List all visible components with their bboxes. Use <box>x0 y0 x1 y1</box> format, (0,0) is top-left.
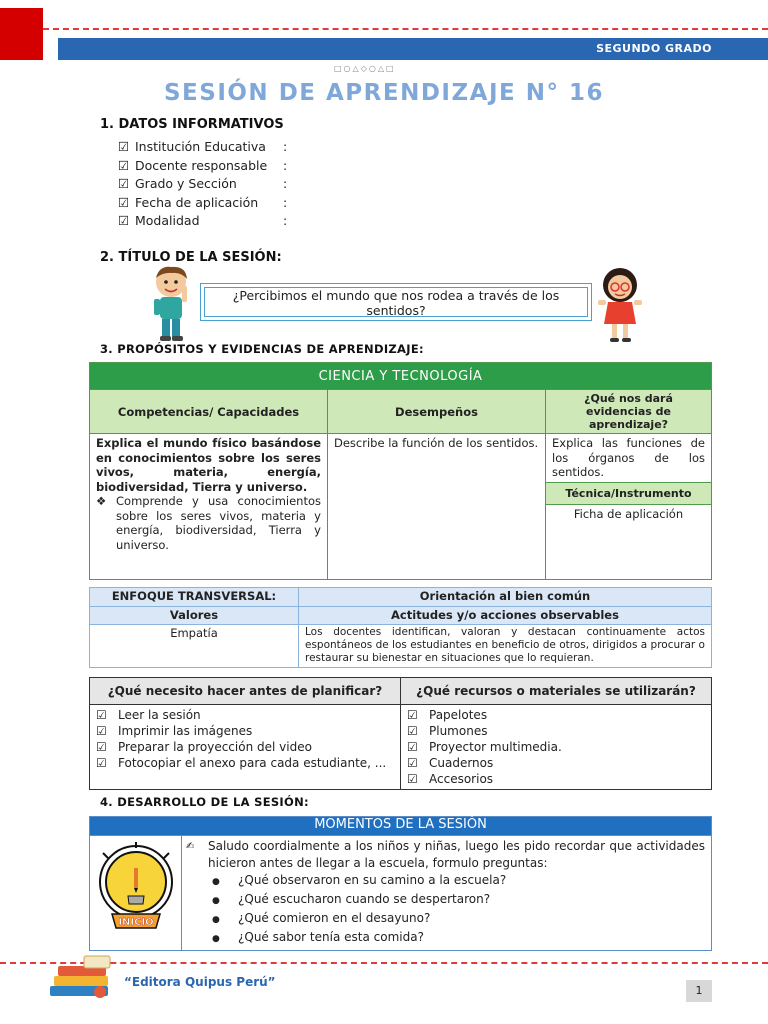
list-item <box>96 739 394 755</box>
inicio-cell <box>90 836 182 951</box>
area-header: CIENCIA Y TECNOLOGÍA <box>90 363 712 390</box>
girl-illustration <box>596 266 644 344</box>
tecnica-text: Ficha de aplicación <box>546 504 712 579</box>
publisher-name: “Editora Quipus Perú” <box>124 975 276 989</box>
info-colon: : <box>283 139 288 154</box>
info-label: Grado y Sección <box>135 176 237 191</box>
valor-text: Empatía <box>90 625 299 668</box>
list-item <box>407 755 705 771</box>
section-propositos-heading: 3. PROPÓSITOS Y EVIDENCIAS DE APRENDIZAJE: <box>100 342 424 356</box>
checkbox-icon: ☑ <box>118 139 130 154</box>
recursos-header: ¿Qué recursos o materiales se utilizarán? <box>401 678 712 705</box>
datos-informativos-list <box>118 138 287 231</box>
session-title: ¿Percibimos el mundo que nos rodea a través de los sentidos? <box>204 287 588 317</box>
bullet-icon: ● <box>212 877 220 887</box>
momentos-header: MOMENTOS DE LA SESIÓN <box>90 817 712 836</box>
section-titulo-heading: 2. TÍTULO DE LA SESIÓN: <box>100 250 282 265</box>
info-label: Institución Educativa <box>135 139 266 154</box>
lightbulb-icon <box>98 842 174 930</box>
intro-text: Saludo coordialmente a los niños y niñas, luego les pido recordar que actividades hicieron antes de llegar a la escuela, formulo preguntas: <box>208 839 705 870</box>
momentos-table <box>89 816 712 951</box>
checkbox-icon: ☑ <box>407 772 418 786</box>
valores-header: Valores <box>90 607 299 625</box>
capacidad-text: Comprende y usa conocimientos sobre los seres vivos, materia y energía, biodiversidad, Tierra y universo. <box>116 494 321 552</box>
item-text: Imprimir las imágenes <box>118 724 253 738</box>
item-text: Cuadernos <box>429 756 494 770</box>
bullet-icon: ● <box>212 915 220 925</box>
list-item <box>407 739 705 755</box>
col-evidencias-header: ¿Qué nos dará evidencias de aprendizaje? <box>546 390 712 434</box>
evidencia-text: Explica las funciones de los órganos de los sentidos. <box>546 434 712 483</box>
bullet-icon: ● <box>212 896 220 906</box>
header-red-block <box>0 8 43 60</box>
grade-label: SEGUNDO GRADO <box>596 42 712 55</box>
info-label: Fecha de aplicación <box>135 194 259 210</box>
section-desarrollo-heading: 4. DESARROLLO DE LA SESIÓN: <box>100 795 309 809</box>
info-row <box>118 175 287 194</box>
boy-illustration <box>145 264 200 344</box>
checkbox-icon: ☑ <box>118 176 130 191</box>
info-colon: : <box>283 213 288 228</box>
checkbox-icon: ☑ <box>118 194 130 210</box>
tecnica-header: Técnica/Instrumento <box>546 482 712 504</box>
info-label: Docente responsable <box>135 157 268 173</box>
question-item <box>212 891 705 910</box>
question-list <box>186 872 705 948</box>
info-colon: : <box>283 176 288 191</box>
list-item <box>96 755 394 771</box>
item-text: Leer la sesión <box>118 708 201 722</box>
info-row <box>118 157 287 176</box>
info-row <box>118 194 287 213</box>
writing-hand-icon: ✍ <box>186 841 195 852</box>
info-row <box>118 212 287 231</box>
enfoque-table <box>89 587 712 668</box>
desempeno-text: Describe la función de los sentidos. <box>328 434 546 580</box>
item-text: Proyector multimedia. <box>429 740 562 754</box>
checkbox-icon: ☑ <box>118 157 130 173</box>
info-colon: : <box>283 194 288 210</box>
list-item <box>407 771 705 787</box>
checkbox-icon: ☑ <box>96 708 107 722</box>
item-text: Accesorios <box>429 772 494 786</box>
list-item <box>407 707 705 723</box>
competencia-cell <box>90 434 328 580</box>
col-competencias-header: Competencias/ Capacidades <box>90 390 328 434</box>
page-title: SESIÓN DE APRENDIZAJE N° 16 <box>163 80 604 106</box>
list-item <box>407 723 705 739</box>
question-text: ¿Qué sabor tenía esta comida? <box>238 930 424 944</box>
top-dashed-line <box>43 28 768 30</box>
area-table <box>89 362 712 580</box>
checkbox-icon: ☑ <box>96 756 107 770</box>
enfoque-name: Orientación al bien común <box>299 588 712 607</box>
question-text: ¿Qué escucharon cuando se despertaron? <box>238 892 491 906</box>
question-item <box>212 929 705 948</box>
grade-banner <box>58 38 768 60</box>
list-item <box>96 723 394 739</box>
question-item <box>212 910 705 929</box>
col-desempenos-header: Desempeños <box>328 390 546 434</box>
checkbox-icon: ☑ <box>407 708 418 722</box>
question-text: ¿Qué observaron en su camino a la escuela? <box>238 873 507 887</box>
info-colon: : <box>283 157 288 173</box>
preparacion-table <box>89 677 712 790</box>
recursos-list <box>401 705 712 790</box>
diamond-bullet-icon: ❖ <box>96 494 107 508</box>
checkbox-icon: ☑ <box>407 756 418 770</box>
inicio-content <box>182 836 712 951</box>
item-text: Plumones <box>429 724 488 738</box>
antes-planificar-list <box>90 705 401 790</box>
enfoque-label: ENFOQUE TRANSVERSAL: <box>90 588 299 607</box>
actitud-text: Los docentes identifican, valoran y destacan continuamente actos espontáneos de los estudiantes en beneficio de otros, dirigidos a procurar o restaurar su bienestar en situaciones que lo requieran. <box>299 625 712 668</box>
question-text: ¿Qué comieron en el desayuno? <box>238 911 431 925</box>
books-icon <box>44 952 122 1004</box>
capacidad-item <box>96 494 321 552</box>
info-row <box>118 138 287 157</box>
info-label: Modalidad <box>135 213 200 228</box>
checkbox-icon: ☑ <box>96 740 107 754</box>
actitudes-header: Actitudes y/o acciones observables <box>299 607 712 625</box>
checkbox-icon: ☑ <box>96 724 107 738</box>
item-text: Preparar la proyección del video <box>118 740 312 754</box>
session-title-box <box>200 283 592 321</box>
inicio-label: INICIO <box>117 917 154 928</box>
item-text: Papelotes <box>429 708 488 722</box>
page-number: 1 <box>686 980 712 1002</box>
item-text: Fotocopiar el anexo para cada estudiante, ... <box>118 756 387 770</box>
list-item <box>96 707 394 723</box>
checkbox-icon: ☑ <box>118 213 130 228</box>
checkbox-icon: ☑ <box>407 724 418 738</box>
section-datos-heading: 1. DATOS INFORMATIVOS <box>100 117 284 132</box>
checkbox-icon: ☑ <box>407 740 418 754</box>
antes-planificar-header: ¿Qué necesito hacer antes de planificar? <box>90 678 401 705</box>
question-item <box>212 872 705 891</box>
inicio-intro <box>186 838 705 872</box>
decorative-shapes: □○△◇○△□ <box>334 64 396 73</box>
competencia-text: Explica el mundo físico basándose en conocimientos sobre los seres vivos, materia, energía, biodiversidad, Tierra y universo. <box>96 436 321 494</box>
bullet-icon: ● <box>212 934 220 944</box>
